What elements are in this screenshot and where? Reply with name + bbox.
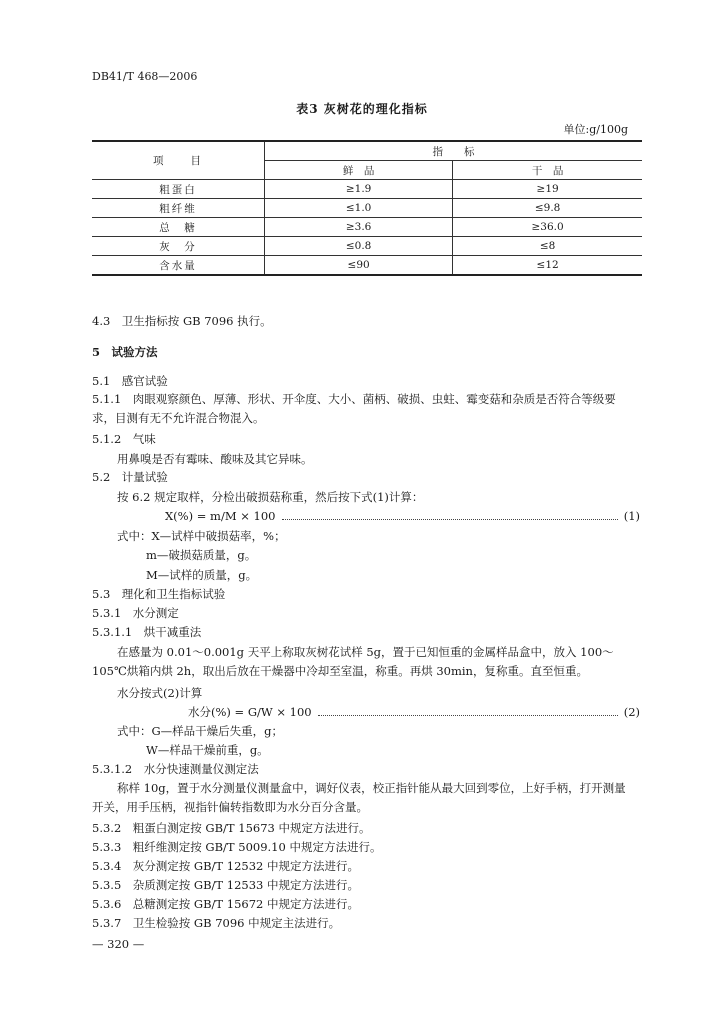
clause-5-3-4: 5.3.4 灰分测定按 GB/T 12532 中规定方法进行。 — [92, 859, 359, 873]
where-2-g: 式中：G—样品干燥后失重，g； — [117, 724, 284, 738]
clause-5-3-1-1: 5.3.1.1 烘干减重法 — [92, 625, 202, 639]
clause-5-3-3: 5.3.3 粗纤维测定按 GB/T 5009.10 中规定方法进行。 — [92, 840, 382, 854]
clause-5-3-5: 5.3.5 杂质测定按 GB/T 12533 中规定方法进行。 — [92, 878, 359, 892]
header-item: 项 目 — [92, 141, 265, 180]
page-number: — 320 — — [92, 937, 145, 951]
row-fresh: ≥1.9 — [265, 180, 453, 199]
formula-2 — [188, 703, 640, 721]
table-row — [92, 199, 642, 218]
clause-5-1-2: 5.1.2 气味 — [92, 432, 156, 446]
row-dry: ≥36.0 — [453, 218, 642, 237]
table-row — [92, 256, 642, 276]
clause-5-2-text: 按 6.2 规定取样，分检出破损菇称重，然后按下式(1)计算： — [117, 490, 424, 504]
row-item: 灰 分 — [92, 237, 265, 256]
formula-2-expression: 水分(%) = G/W × 100 — [188, 705, 312, 719]
clause-5-3-1-1-text: 在感量为 0.01～0.001g 天平上称取灰树花试样 5g，置于已知恒重的金属样品盒中，放入 100～105℃烘箱内烘 2h，取出后放在干燥器中冷却至室温，称重。再烘 30min，复称重。直至恒重。 — [92, 645, 614, 678]
clause-4-3: 4.3 卫生指标按 GB 7096 执行。 — [92, 314, 272, 328]
row-fresh: ≥3.6 — [265, 218, 453, 237]
table-title: 表3 灰树花的理化指标 — [296, 102, 428, 116]
table-row — [92, 237, 642, 256]
row-dry: ≥19 — [453, 180, 642, 199]
clause-5-3-2: 5.3.2 粗蛋白测定按 GB/T 15673 中规定方法进行。 — [92, 821, 371, 835]
header-dry: 干 品 — [453, 161, 642, 180]
row-item: 含水量 — [92, 256, 265, 276]
formula-2-number: (2) — [623, 705, 640, 719]
header-index: 指 标 — [265, 141, 643, 161]
table-row — [92, 180, 642, 199]
row-dry: ≤8 — [453, 237, 642, 256]
header-fresh: 鲜 品 — [265, 161, 453, 180]
row-item: 总 糖 — [92, 218, 265, 237]
standard-code: DB41/T 468—2006 — [92, 70, 198, 83]
clause-5-3: 5.3 理化和卫生指标试验 — [92, 587, 226, 601]
where-2-w: W—样品干燥前重，g。 — [146, 743, 269, 757]
table-row — [92, 218, 642, 237]
row-dry: ≤9.8 — [453, 199, 642, 218]
row-dry: ≤12 — [453, 256, 642, 276]
formula-1 — [165, 507, 640, 525]
clause-5-1: 5.1 感官试验 — [92, 374, 168, 388]
moisture-intro: 水分按式(2)计算 — [117, 686, 203, 700]
section-5-heading: 5 试验方法 — [92, 345, 158, 359]
formula-1-number: (1) — [623, 509, 640, 523]
row-fresh: ≤1.0 — [265, 199, 453, 218]
row-item: 粗蛋白 — [92, 180, 265, 199]
clause-5-2: 5.2 计量试验 — [92, 470, 168, 484]
clause-5-3-7: 5.3.7 卫生检验按 GB 7096 中规定主法进行。 — [92, 916, 341, 930]
physicochemical-table — [92, 140, 642, 276]
clause-5-3-1-2: 5.3.1.2 水分快速测量仪测定法 — [92, 762, 259, 776]
clause-5-1-2-text: 用鼻嗅是否有霉味、酸味及其它异味。 — [117, 452, 313, 466]
formula-1-leader — [282, 507, 618, 520]
row-item: 粗纤维 — [92, 199, 265, 218]
where-1-m: m—破损菇质量，g。 — [146, 548, 257, 562]
table-unit: 单位:g/100g — [563, 123, 628, 136]
formula-1-expression: X(%) = m/M × 100 — [165, 509, 276, 523]
clause-5-3-6: 5.3.6 总糖测定按 GB/T 15672 中规定方法进行。 — [92, 897, 359, 911]
where-1-x: 式中：X—试样中破损菇率，%； — [117, 529, 286, 543]
clause-5-3-1: 5.3.1 水分测定 — [92, 606, 179, 620]
row-fresh: ≤0.8 — [265, 237, 453, 256]
formula-2-leader — [318, 703, 618, 716]
clause-5-1-1: 5.1.1 肉眼观察颜色、厚薄、形状、开伞度、大小、菌柄、破损、虫蛀、霉变菇和杂质是否符合等级要求，目测有无不允许混合物混入。 — [92, 392, 616, 425]
clause-5-3-1-2-text: 称样 10g，置于水分测量仪测量盒中，调好仪表，校正指针能从最大回到零位，上好手柄，打开测量开关，用手压柄，视指针偏转指数即为水分百分含量。 — [92, 781, 626, 814]
row-fresh: ≤90 — [265, 256, 453, 276]
where-1-M: M—试样的质量，g。 — [146, 568, 258, 582]
